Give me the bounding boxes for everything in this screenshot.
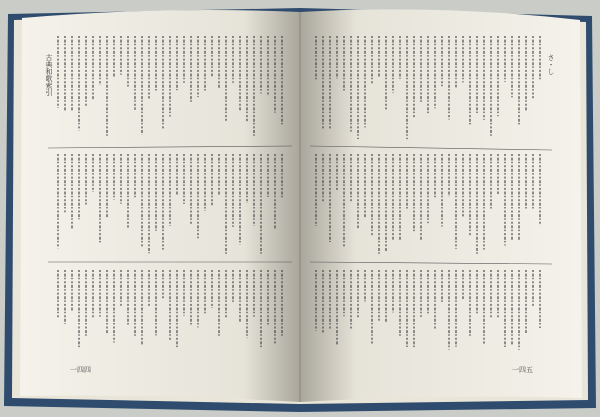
right-running-head: さ・し	[547, 54, 555, 75]
left-page	[20, 10, 300, 402]
left-running-head: 古典和歌索引	[45, 54, 53, 96]
right-folio: 一四五	[512, 366, 533, 374]
left-folio: 一四四	[70, 366, 91, 374]
